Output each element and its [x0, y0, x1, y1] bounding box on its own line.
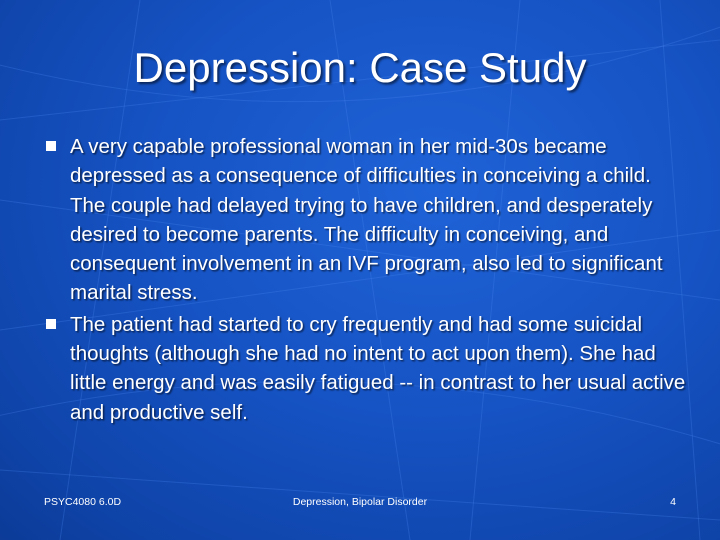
square-bullet-icon — [46, 141, 56, 151]
footer-course: PSYC4080 6.0D — [44, 496, 122, 508]
bullet-list — [46, 132, 686, 429]
footer-page-number: 4 — [670, 496, 676, 508]
bullet-item — [46, 310, 686, 427]
bullet-text: The patient had started to cry frequently and had some suicidal thoughts (although she had no intent to act upon them). She had little energy and was easily fatigued -- in contrast to her usual active and productive self. — [70, 312, 686, 424]
bullet-text: A very capable professional woman in her mid-30s became depressed as a consequence of difficulties in conceiving a child. The couple had delayed trying to have children, and desperately desired to become parents. The difficulty in conceiving, and consequent involvement in an IVF program, also led to significant marital stress. — [70, 135, 663, 305]
slide-title: Depression: Case Study — [133, 44, 587, 91]
bullet-item — [46, 132, 686, 308]
square-bullet-icon — [46, 319, 56, 329]
footer-topic: Depression, Bipolar Disorder — [292, 496, 428, 508]
